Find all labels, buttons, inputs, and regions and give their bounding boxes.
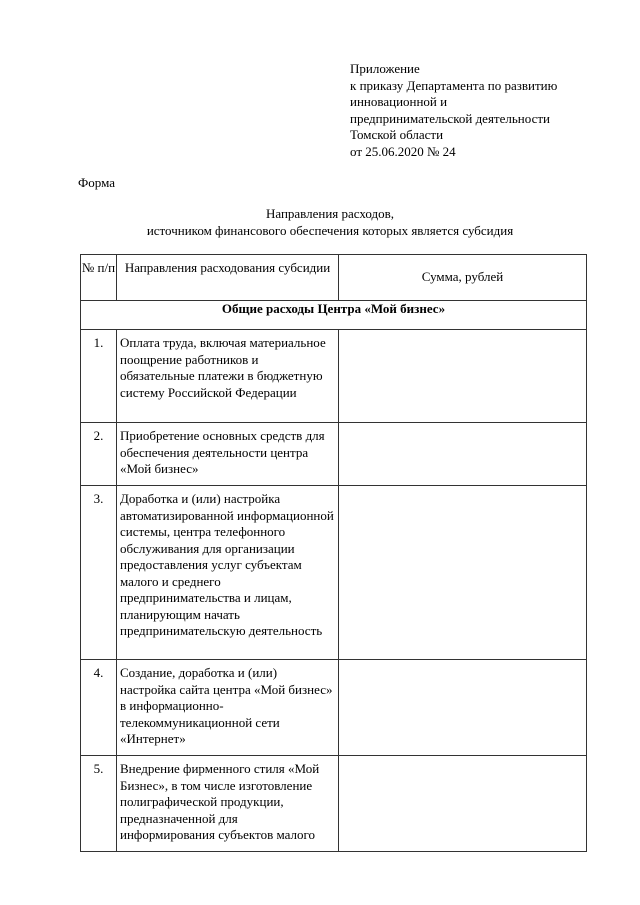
row-num: 1. bbox=[81, 330, 117, 423]
row-text: Создание, доработка и (или) настройка сайта центра «Мой бизнес» в информационно-телекоммуникационной сети «Интернет» bbox=[117, 660, 339, 756]
appendix-header bbox=[350, 61, 620, 160]
row-sum-cell[interactable] bbox=[339, 330, 587, 423]
appendix-line: Томской области bbox=[350, 127, 444, 142]
row-sum-cell[interactable] bbox=[339, 756, 587, 852]
table-row bbox=[81, 423, 587, 486]
row-text: Внедрение фирменного стиля «Мой Бизнес», в том числе изготовление полиграфической продукции, предназначенной для информирования субъектов малого bbox=[117, 756, 339, 852]
row-num: 3. bbox=[81, 486, 117, 660]
row-sum-cell[interactable] bbox=[339, 423, 587, 486]
row-text: Приобретение основных средств для обеспечения деятельности центра «Мой бизнес» bbox=[117, 423, 339, 486]
appendix-line: инновационной и bbox=[350, 94, 448, 109]
appendix-line: от 25.06.2020 № 24 bbox=[350, 143, 456, 159]
row-num: 4. bbox=[81, 660, 117, 756]
appendix-line: Приложение bbox=[350, 61, 420, 76]
row-sum-cell[interactable] bbox=[339, 660, 587, 756]
table-row bbox=[81, 660, 587, 756]
table-row bbox=[81, 486, 587, 660]
expenses-table bbox=[80, 254, 587, 852]
table-row bbox=[81, 756, 587, 852]
row-sum-cell[interactable] bbox=[339, 486, 587, 660]
appendix-line: предпринимательской деятельности bbox=[350, 110, 550, 126]
row-num: 2. bbox=[81, 423, 117, 486]
row-text: Оплата труда, включая материальное поощрение работников и обязательные платежи в бюджетную систему Российской Федерации bbox=[117, 330, 339, 423]
section-row bbox=[81, 301, 587, 330]
appendix-line: к приказу Департамента по развитию bbox=[350, 77, 558, 93]
header-num: № п/п bbox=[81, 255, 117, 301]
header-direction: Направления расходования субсидии bbox=[117, 255, 339, 301]
row-text: Доработка и (или) настройка автоматизированной информационной системы, центра телефонного обслуживания для организации предоставления услуг субъектам малого и среднего предпринимательства и лицам, планирующим начать предпринимательскую деятельность bbox=[117, 486, 339, 660]
table-row bbox=[81, 330, 587, 423]
heading-line-1: Направления расходов, bbox=[265, 206, 395, 221]
section-title: Общие расходы Центра «Мой бизнес» bbox=[81, 301, 587, 330]
document-heading bbox=[80, 206, 580, 239]
header-sum: Сумма, рублей bbox=[339, 255, 587, 301]
form-label: Форма bbox=[78, 175, 115, 190]
row-num: 5. bbox=[81, 756, 117, 852]
table-header-row bbox=[81, 255, 587, 301]
heading-line-2: источником финансового обеспечения которых является субсидия bbox=[146, 222, 514, 238]
